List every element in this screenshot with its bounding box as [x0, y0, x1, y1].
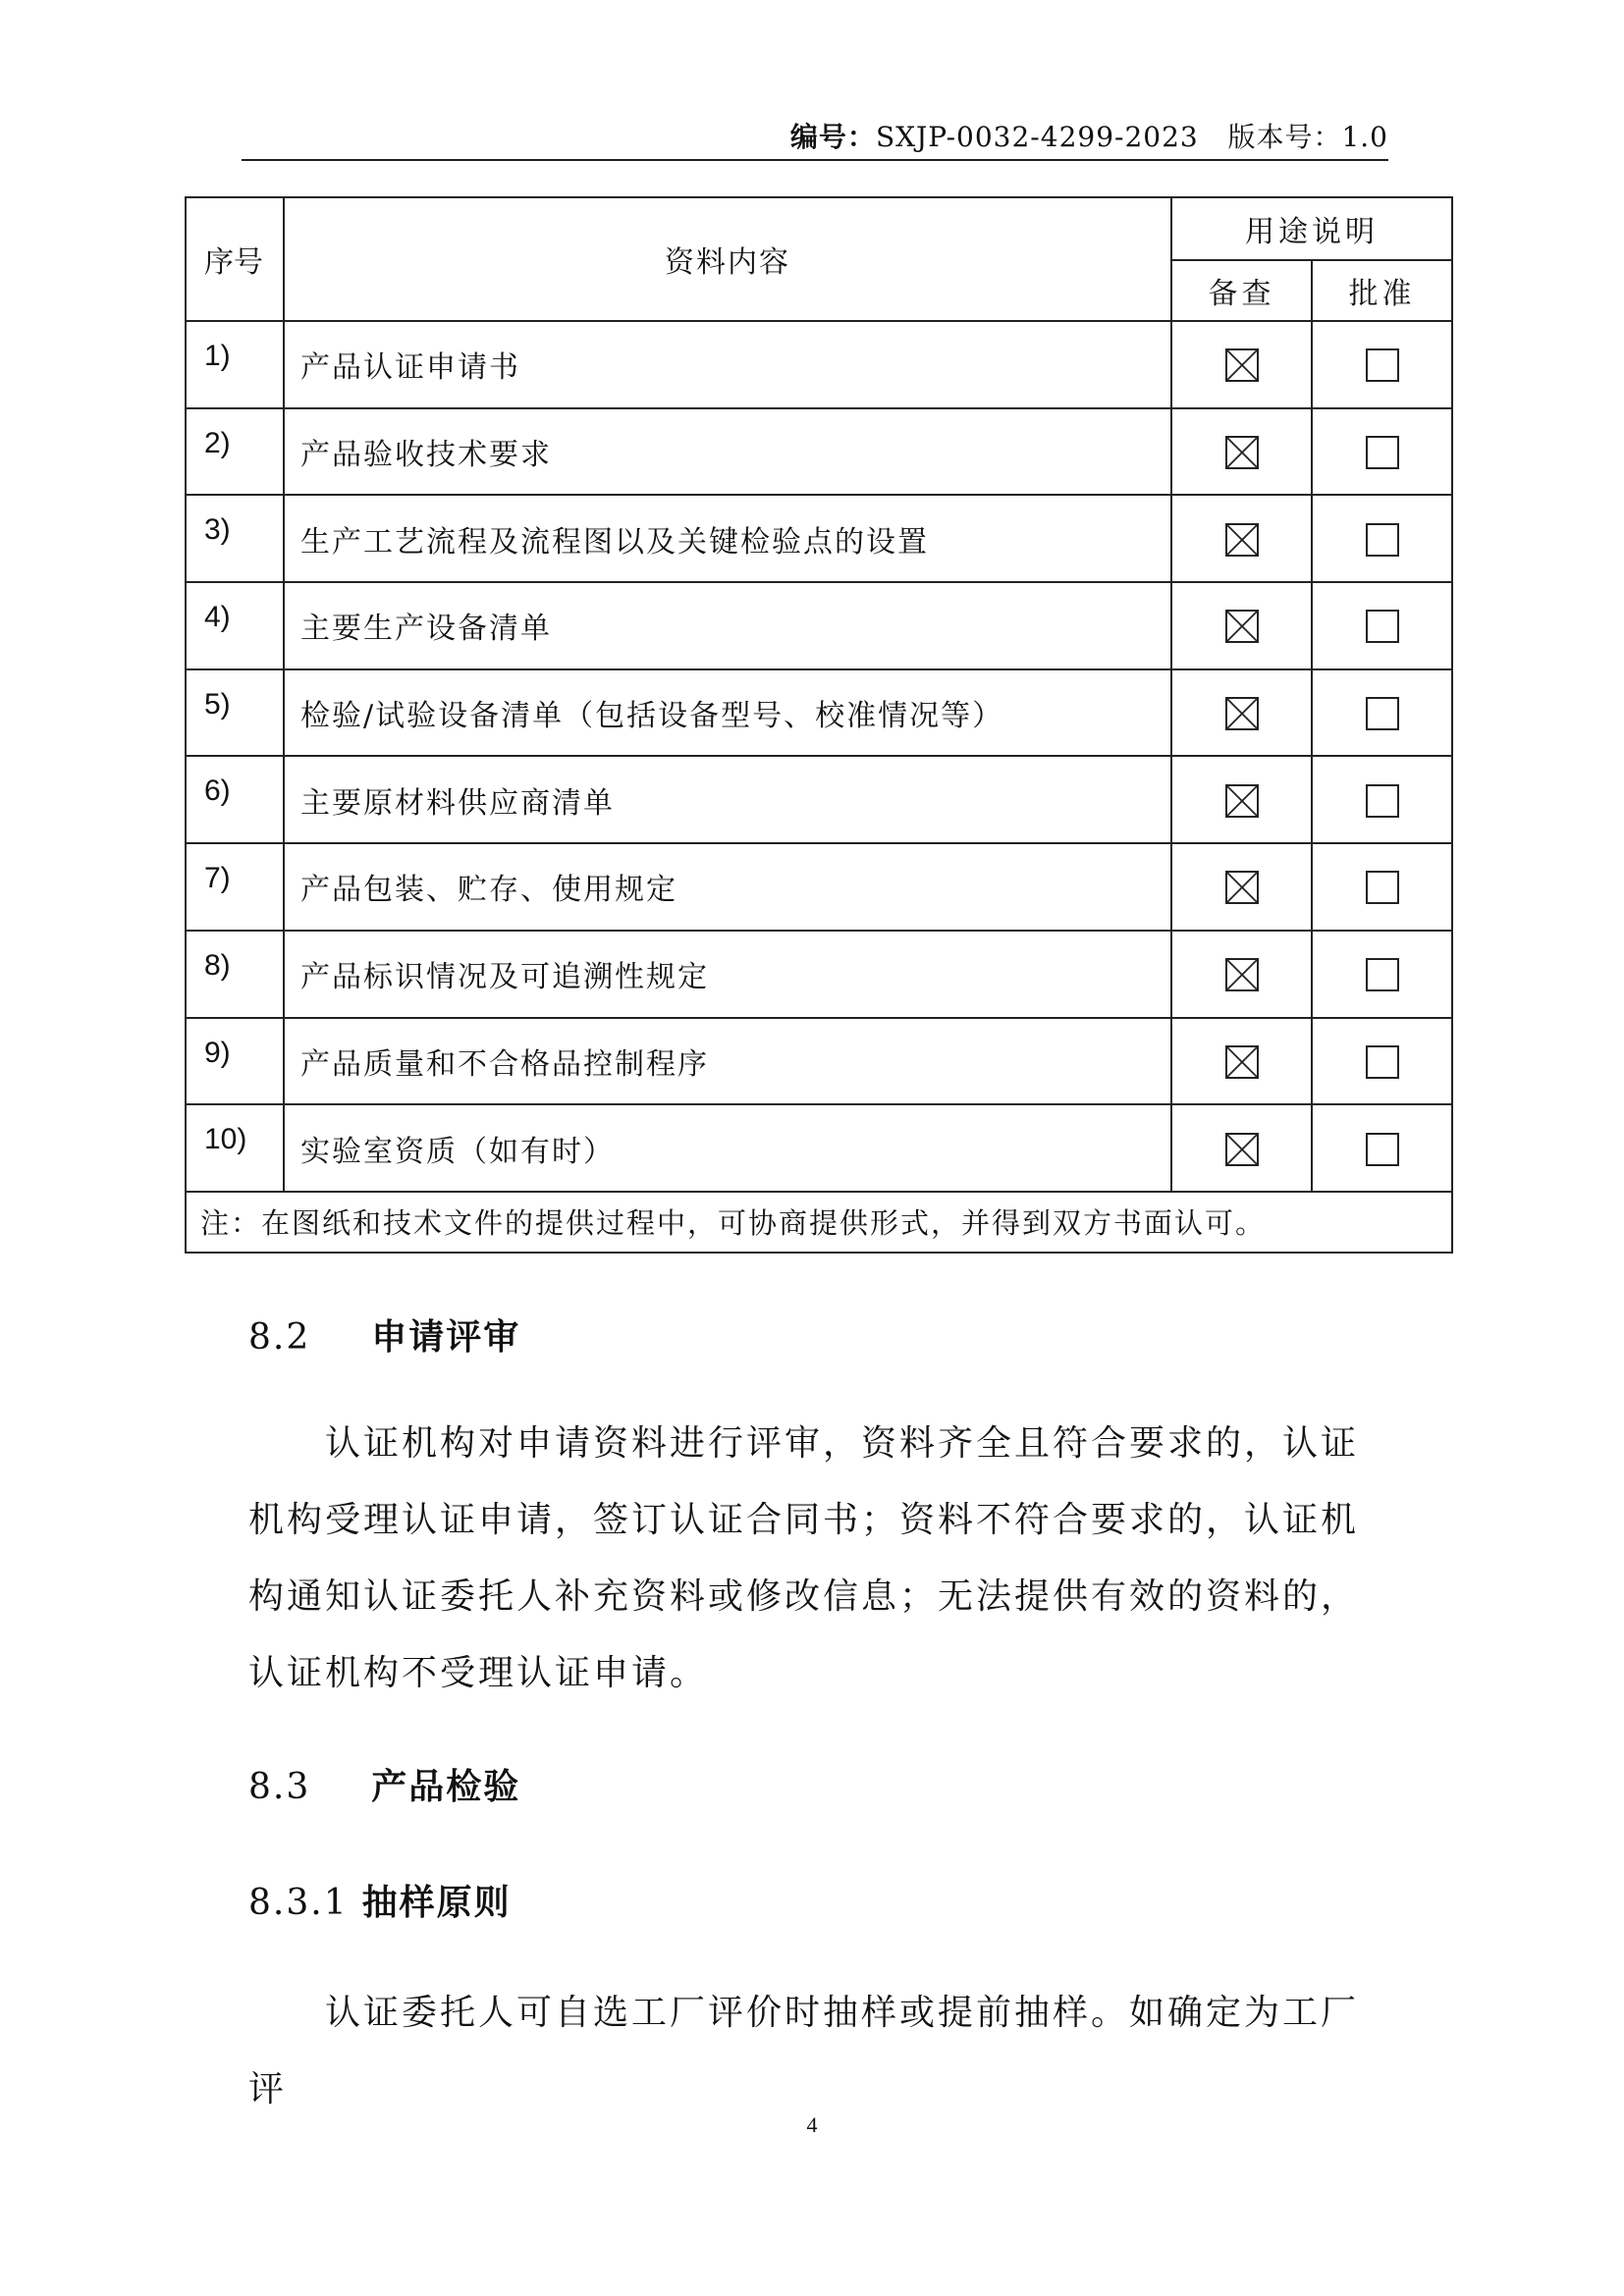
reference-cell [1171, 1104, 1312, 1192]
reference-checked-box-icon[interactable] [1225, 436, 1259, 469]
row-content: 主要生产设备清单 [284, 582, 1171, 669]
reference-cell [1171, 931, 1312, 1018]
header-no: 序号 [186, 197, 284, 321]
row-content: 主要原材料供应商清单 [284, 756, 1171, 843]
version-label: 版本号： [1227, 121, 1342, 153]
section-8-2-paragraph: 认证机构对申请资料进行评审，资料齐全且符合要求的，认证机构受理认证申请，签订认证合同书；资料不符合要求的，认证机构通知认证委托人补充资料或修改信息；无法提供有效的资料的，认证机构不受理认证申请。 [248, 1423, 1360, 1693]
row-content: 产品认证申请书 [284, 321, 1171, 408]
table-row [186, 582, 1452, 669]
row-content: 检验/试验设备清单（包括设备型号、校准情况等） [284, 669, 1171, 757]
approval-empty-box-icon[interactable] [1366, 1133, 1399, 1166]
doc-code-label: 编号： [789, 121, 876, 153]
approval-cell [1312, 582, 1452, 669]
section-8-2-heading [248, 1309, 520, 1360]
reference-checked-box-icon[interactable] [1225, 1045, 1259, 1079]
row-content: 产品包装、贮存、使用规定 [284, 843, 1171, 931]
table-row [186, 931, 1452, 1018]
reference-cell [1171, 1018, 1312, 1105]
doc-code: SXJP-0032-4299-2023 [875, 121, 1199, 153]
section-number: 8.2 [248, 1317, 311, 1358]
table-row [186, 495, 1452, 582]
approval-cell [1312, 843, 1452, 931]
section-title: 抽样原则 [361, 1882, 512, 1923]
section-8-3-1-paragraph: 认证委托人可自选工厂评价时抽样或提前抽样。如确定为工厂评 [248, 1993, 1360, 2109]
row-number: 5) [186, 669, 284, 757]
table-row [186, 669, 1452, 757]
version-number: 1.0 [1341, 121, 1388, 153]
approval-cell [1312, 756, 1452, 843]
header-reference: 备查 [1171, 260, 1312, 321]
reference-checked-box-icon[interactable] [1225, 348, 1259, 382]
header-approval: 批准 [1312, 260, 1452, 321]
table-row [186, 321, 1452, 408]
approval-empty-box-icon[interactable] [1366, 871, 1399, 904]
reference-cell [1171, 321, 1312, 408]
row-number: 3) [186, 495, 284, 582]
page-number: 4 [806, 2112, 818, 2137]
reference-cell [1171, 495, 1312, 582]
reference-cell [1171, 408, 1312, 496]
approval-empty-box-icon[interactable] [1366, 958, 1399, 991]
reference-checked-box-icon[interactable] [1225, 697, 1259, 730]
reference-cell [1171, 582, 1312, 669]
table-row [186, 1104, 1452, 1192]
section-number: 8.3.1 [248, 1883, 349, 1923]
approval-cell [1312, 495, 1452, 582]
approval-cell [1312, 931, 1452, 1018]
row-content: 产品质量和不合格品控制程序 [284, 1018, 1171, 1105]
table-body [186, 321, 1452, 1192]
reference-cell [1171, 669, 1312, 757]
header-usage: 用途说明 [1171, 197, 1452, 260]
row-number: 1) [186, 321, 284, 408]
reference-checked-box-icon[interactable] [1225, 958, 1259, 991]
reference-checked-box-icon[interactable] [1225, 1133, 1259, 1166]
approval-cell [1312, 321, 1452, 408]
reference-checked-box-icon[interactable] [1225, 610, 1259, 643]
approval-cell [1312, 669, 1452, 757]
row-number: 6) [186, 756, 284, 843]
section-8-3-1-heading [248, 1875, 512, 1925]
approval-empty-box-icon[interactable] [1366, 610, 1399, 643]
reference-checked-box-icon[interactable] [1225, 871, 1259, 904]
approval-empty-box-icon[interactable] [1366, 523, 1399, 557]
reference-cell [1171, 843, 1312, 931]
page-header [242, 116, 1388, 161]
table-row [186, 756, 1452, 843]
row-number: 10) [186, 1104, 284, 1192]
reference-checked-box-icon[interactable] [1225, 523, 1259, 557]
approval-empty-box-icon[interactable] [1366, 697, 1399, 730]
section-number: 8.3 [248, 1767, 311, 1807]
section-title: 申请评审 [371, 1316, 521, 1358]
approval-empty-box-icon[interactable] [1366, 436, 1399, 469]
row-number: 9) [186, 1018, 284, 1105]
approval-empty-box-icon[interactable] [1366, 1045, 1399, 1079]
table-row [186, 408, 1452, 496]
row-content: 产品验收技术要求 [284, 408, 1171, 496]
reference-checked-box-icon[interactable] [1225, 784, 1259, 818]
row-content: 产品标识情况及可追溯性规定 [284, 931, 1171, 1018]
table-note: 注：在图纸和技术文件的提供过程中，可协商提供形式，并得到双方书面认可。 [186, 1192, 1452, 1253]
documents-table [185, 196, 1453, 1254]
table-row [186, 1018, 1452, 1105]
table-row [186, 843, 1452, 931]
approval-empty-box-icon[interactable] [1366, 348, 1399, 382]
row-number: 2) [186, 408, 284, 496]
section-8-3-heading [248, 1759, 520, 1809]
row-content: 实验室资质（如有时） [284, 1104, 1171, 1192]
header-content: 资料内容 [284, 197, 1171, 321]
row-number: 7) [186, 843, 284, 931]
row-number: 8) [186, 931, 284, 1018]
reference-cell [1171, 756, 1312, 843]
approval-cell [1312, 1018, 1452, 1105]
row-number: 4) [186, 582, 284, 669]
section-title: 产品检验 [371, 1766, 521, 1807]
approval-cell [1312, 1104, 1452, 1192]
row-content: 生产工艺流程及流程图以及关键检验点的设置 [284, 495, 1171, 582]
approval-empty-box-icon[interactable] [1366, 784, 1399, 818]
approval-cell [1312, 408, 1452, 496]
